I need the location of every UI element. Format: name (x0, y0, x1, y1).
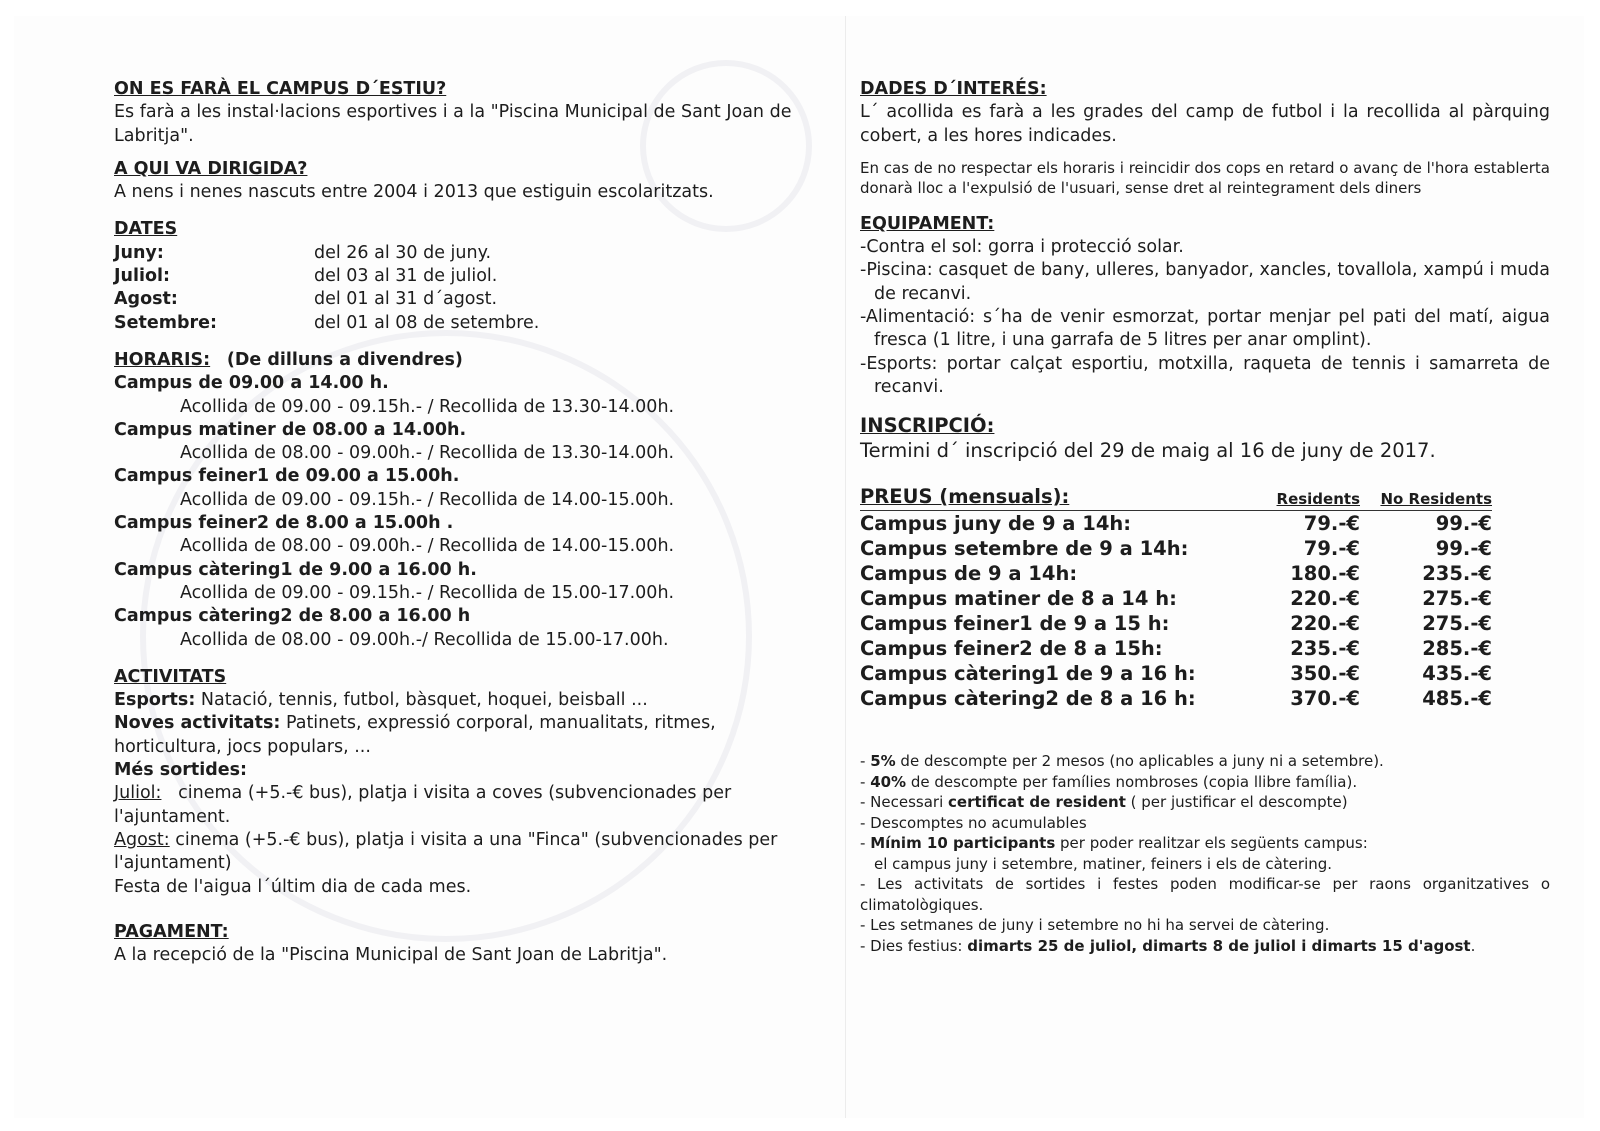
schedule-detail: Acollida de 08.00 - 09.00h.-/ Recollida de 15.00-17.00h. (180, 629, 669, 650)
equipment-item: -Contra el sol: gorra i protecció solar. (860, 237, 1184, 258)
dates-row: Juliol: del 03 al 31 de juliol. (114, 266, 498, 287)
schedule-title: Campus càtering1 de 9.00 a 16.00 h. (114, 559, 477, 580)
note-item-continuation: el campus juny i setembre, matiner, feiners i els de càtering. (874, 854, 1333, 873)
dates-row: Agost: del 01 al 31 d´agost. (114, 289, 498, 310)
payment-heading: PAGAMENT: (114, 921, 229, 942)
activities-new: Noves activitats: Patinets, expressió corporal, manualitats, ritmes, horticultura, jocs populars, ... (114, 713, 716, 757)
activities-july: Juliol: cinema (+5.-€ bus), platja i visita a coves (subvencionades per l'ajuntament. (114, 783, 732, 827)
schedule-detail: Acollida de 09.00 - 09.15h.- / Recollida de 14.00-15.00h. (180, 489, 675, 510)
price-row: Campus setembre de 9 a 14h: 79.-€ 99.-€ (860, 537, 1492, 561)
where-text: Es farà a les instal·lacions esportives i a la "Piscina Municipal de Sant Joan de Labritja". (114, 102, 792, 146)
registration-text: Termini d´ inscripció del 29 de maig al 16 de juny de 2017. (860, 439, 1436, 463)
schedule-detail: Acollida de 08.00 - 09.00h.- / Recollida de 13.30-14.00h. (180, 443, 675, 464)
activities-sports: Esports: Natació, tennis, futbol, bàsquet, hoquei, beisball ... (114, 690, 648, 711)
prices-heading: PREUS (mensuals): (860, 485, 1070, 509)
activities-party: Festa de l'aigua l´últim dia de cada mes. (114, 876, 472, 897)
note-item: - Les activitats de sortides i festes poden modificar-se per raons organitzatives o climatològiques. (860, 875, 1550, 914)
schedule-title: Campus càtering2 de 8.00 a 16.00 h (114, 606, 471, 627)
where-heading: ON ES FARÀ EL CAMPUS D´ESTIU? (114, 79, 447, 99)
page-fold (845, 16, 846, 1118)
prices-header (860, 485, 1492, 508)
note-item: - Dies festius: dimarts 25 de juliol, dimarts 8 de juliol i dimarts 15 d'agost. (860, 936, 1476, 955)
schedule-detail: Acollida de 08.00 - 09.00h.- / Recollida de 14.00-15.00h. (180, 536, 675, 557)
equipment-item: -Esports: portar calçat esportiu, motxilla, raqueta de tennis i samarreta de recanvi. (860, 353, 1550, 397)
schedule-title: Campus matiner de 08.00 a 14.00h. (114, 419, 467, 440)
schedules-heading: HORARIS: (114, 349, 211, 370)
dates-row: Juny: del 26 al 30 de juny. (114, 242, 492, 263)
price-row: Campus juny de 9 a 14h: 79.-€ 99.-€ (860, 512, 1492, 536)
note-item: - 5% de descompte per 2 mesos (no aplicables a juny ni a setembre). (860, 752, 1384, 771)
equipment-heading: EQUIPAMENT: (860, 213, 995, 234)
activities-outings-label: Més sortides: (114, 760, 248, 781)
price-row: Campus feiner2 de 8 a 15h: 235.-€ 285.-€ (860, 637, 1492, 661)
info-heading: DADES D´INTERÉS: (860, 79, 1047, 99)
price-row: Campus càtering1 de 9 a 16 h: 350.-€ 435.-€ (860, 662, 1492, 686)
activities-heading: ACTIVITATS (114, 666, 227, 687)
notes-list (860, 751, 1550, 956)
schedule-title: Campus feiner2 de 8.00 a 15.00h . (114, 513, 454, 534)
note-item: - Mínim 10 participants per poder realitzar els següents campus: (860, 834, 1368, 853)
who-text: A nens i nenes nascuts entre 2004 i 2013 que estiguin escolaritzats. (114, 182, 714, 203)
schedules-subheading: (De dilluns a divendres) (226, 349, 463, 370)
schedule-title: Campus feiner1 de 09.00 a 15.00h. (114, 466, 460, 487)
price-row: Campus càtering2 de 8 a 16 h: 370.-€ 485.-€ (860, 687, 1492, 711)
price-row: Campus de 9 a 14h: 180.-€ 235.-€ (860, 562, 1492, 586)
schedule-title: Campus de 09.00 a 14.00 h. (114, 373, 389, 394)
equipment-item: -Alimentació: s´ha de venir esmorzat, portar menjar pel pati del matí, aigua fresca (1 litre, i una garrafa de 5 litres per anar omplint). (860, 307, 1550, 351)
prices-col-residents: Residents (1276, 490, 1360, 509)
schedule-detail: Acollida de 09.00 - 09.15h.- / Recollida de 15.00-17.00h. (180, 582, 675, 603)
note-item: - 40% de descompte per famílies nombroses (copia llibre família). (860, 772, 1358, 791)
info-warning: En cas de no respectar els horaris i reincidir dos cops en retard o avanç de l'hora establerta donarà lloc a l'expulsió de l'usuari, sense dret al reintegrament dels diners (860, 158, 1550, 198)
who-heading: A QUI VA DIRIGIDA? (114, 158, 308, 179)
schedule-detail: Acollida de 09.00 - 09.15h.- / Recollida de 13.30-14.00h. (180, 396, 675, 417)
info-text: L´ acollida es farà a les grades del camp de futbol i la recollida al pàrquing cobert, a les hores indicades. (860, 102, 1550, 146)
schedules-heading-line (114, 349, 804, 372)
dates-row: Setembre: del 01 al 08 de setembre. (114, 312, 540, 333)
note-item: - Descomptes no acumulables (860, 813, 1087, 832)
price-row: Campus feiner1 de 9 a 15 h: 220.-€ 275.-€ (860, 612, 1492, 636)
price-row: Campus matiner de 8 a 14 h: 220.-€ 275.-€ (860, 587, 1492, 611)
prices-table (860, 485, 1492, 711)
dates-heading: DATES (114, 219, 178, 240)
payment-text: A la recepció de la "Piscina Municipal de Sant Joan de Labritja". (114, 945, 668, 966)
note-item: - Les setmanes de juny i setembre no hi ha servei de càtering. (860, 916, 1330, 935)
prices-col-non-residents: No Residents (1380, 490, 1492, 509)
registration-heading: INSCRIPCIÓ: (860, 414, 995, 438)
equipment-item: -Piscina: casquet de bany, ulleres, banyador, xancles, tovallola, xampú i muda de recanvi. (860, 260, 1550, 304)
note-item: - Necessari certificat de resident ( per justificar el descompte) (860, 793, 1348, 812)
left-page (114, 78, 804, 967)
right-page (860, 78, 1550, 956)
activities-august: Agost: cinema (+5.-€ bus), platja i visita a una "Finca" (subvencionades per l'ajuntament) (114, 829, 778, 874)
